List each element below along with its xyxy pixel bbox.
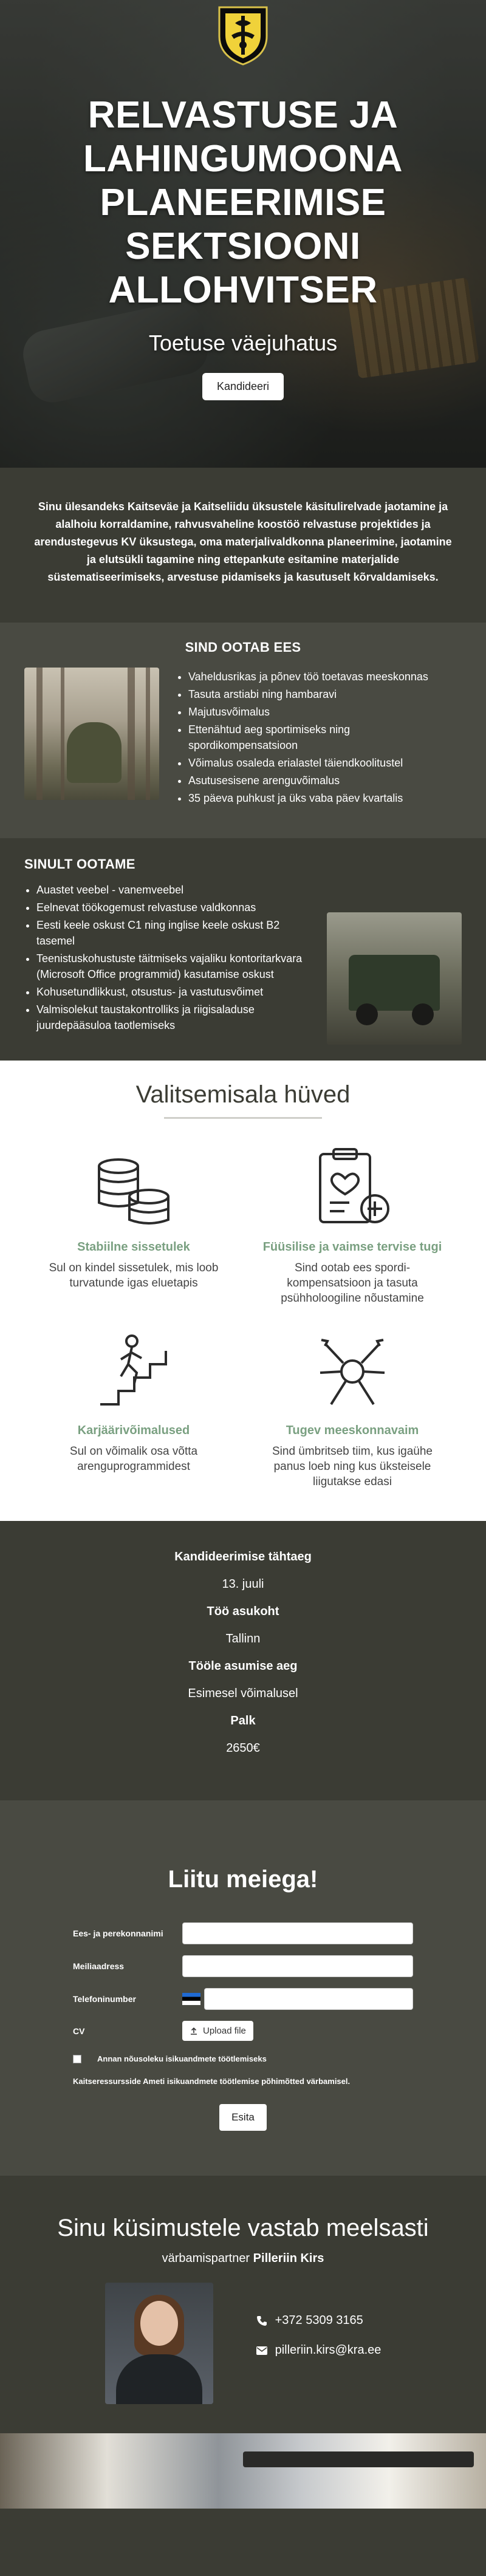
email-input[interactable] [182,1955,413,1977]
job-description: Sinu ülesandeks Kaitseväe ja Kaitseliidu üksustele käsitulirelvade jaotamine ja alalhoiu korraldamine, rahvusvaheline koostöö relvastuse projektides ja arendustegevus KV üksustega, oma materjalivaldkonna planeerimine, jaotamine ja elutsükli tagamine ning ettepankute esitamine materjalide süstematiseerimiseks, arvestuse pidamiseks ja kasutuselt kõrvaldamiseks. [34,501,452,583]
benefit-description: Sul on võimalik osa võtta arenguprogrammidest [69,1445,198,1473]
upload-file-button[interactable] [182,2021,253,2041]
consent-checkbox[interactable] [73,2055,81,2063]
list-item: • Eelnevat töökogemust relvastuse valdkonnas [36,900,312,915]
benefit-card [36,1142,231,1306]
list-item: • Teenistuskohustuste täitmiseks vajaliku kontoritarkvara (Microsoft Office programmid) kasutamise oskust [36,951,312,982]
envelope-icon [256,2346,268,2356]
list-item: • Kohusetundlikkust, otsustus- ja vastutusvõimet [36,984,312,1000]
list-item: • Tasuta arstiabi ning hambaravi [188,686,462,702]
recruiter-name: Pilleriin Kirs [253,2252,324,2265]
location-label: Töö asukoht [207,1605,279,1618]
country-flag-selector[interactable] [182,1993,200,2005]
recruiter-photo [105,2283,213,2404]
recruiter-role-label: värbamispartner [162,2252,250,2265]
name-label: Ees- ja perekonnanimi [73,1929,163,1938]
phone-contact[interactable] [256,2314,382,2328]
benefit-title: Stabiilne sissetulek [77,1240,190,1254]
benefit-title: Karjäärivõimalused [77,1424,190,1437]
benefit-title: Tugev meeskonnavaim [286,1424,419,1437]
offer-title: SIND OOTAB EES [185,640,301,655]
requirements-list [24,882,312,1045]
start-label: Tööle asumise aeg [188,1659,298,1673]
job-details-section [0,1521,486,1800]
list-item: • 35 päeva puhkust ja üks vaba päev kvartalis [188,790,462,806]
phone-label: Telefoninumber [73,1994,136,2004]
application-form [73,1922,413,2131]
privacy-policy-link[interactable]: Kaitseressursside Ameti isikuandmete töötlemise põhimõtted värbamisel. [73,2077,351,2086]
intro-section [0,468,486,623]
benefit-description: Sul on kindel sissetulek, mis loob turvatunde igas eluetapis [49,1262,219,1290]
salary-label: Palk [230,1714,256,1727]
requirements-title: SINULT OOTAME [24,856,135,872]
page-title: RELVASTUSE JA LAHINGUMOONA PLANEERIMISE SEKTSIOONI ALLOHVITSER [83,94,403,311]
phone-number: +372 5309 3165 [275,2314,363,2327]
submit-button[interactable]: Esita [219,2104,267,2131]
name-input[interactable] [182,1922,413,1944]
military-vehicle-photo [327,912,462,1045]
list-item: • Vaheldusrikas ja põnev töö toetavas meeskonnas [188,669,462,685]
list-item: • Ettenähtud aeg sportimiseks ning spordikompensatsioon [188,722,462,753]
contact-title: Sinu küsimustele vastab meelsasti [57,2215,429,2241]
salary-value: 2650€ [226,1741,260,1755]
unit-subtitle: Toetuse väejuhatus [148,330,338,355]
apply-button[interactable]: Kandideeri [202,373,284,400]
clipboard-health-icon [307,1142,398,1233]
start-value: Esimesel võimalusel [188,1687,298,1700]
upload-icon [190,2027,198,2035]
benefit-description: Sind ümbritseb tiim, kus igaühe panus loeb ning kus üksteisele liigutakse edasi [272,1445,433,1488]
benefit-card [255,1142,450,1306]
email-contact[interactable] [256,2343,382,2357]
list-item: • Majutusvõimalus [188,704,462,720]
email-label: Meiliaadress [73,1961,125,1971]
consent-label: Annan nõusoleku isikuandmete töötlemiseks [97,2054,267,2063]
benefit-description: Sind ootab ees spordi-kompensatsioon ja tasuta psühholoogiline nõustamine [281,1262,424,1305]
list-item: • Eesti keele oskust C1 ning inglise keele oskust B2 tasemel [36,917,312,949]
logo-bar [0,0,486,70]
coins-icon [88,1142,179,1233]
benefits-section [0,1061,486,1521]
emblem-logo-icon[interactable] [217,5,269,66]
stairs-climber-icon [88,1325,179,1416]
team-hands-icon [307,1325,398,1416]
phone-icon [256,2315,268,2327]
deadline-label: Kandideerimise tähtaeg [174,1550,312,1563]
requirements-section [0,838,486,1061]
location-value: Tallinn [225,1632,261,1645]
recruiter-role [0,2252,486,2266]
benefit-card [255,1325,450,1489]
benefit-card [36,1325,231,1489]
application-form-section [0,1800,486,2176]
hero-section [0,0,486,468]
offer-list [176,669,462,806]
cv-label: CV [73,2026,85,2036]
form-title: Liitu meiega! [168,1866,318,1893]
phone-input[interactable] [204,1988,413,2010]
divider [164,1117,322,1119]
list-item: • Võimalus osaleda erialastel täiendkoolitustel [188,755,462,771]
list-item: • Asutusesisene arenguvõimalus [188,773,462,788]
upload-label: Upload file [203,2026,246,2036]
footer-banner-photo [0,2433,486,2509]
soldier-forest-photo [24,668,159,800]
benefit-title: Füüsilise ja vaimse tervise tugi [262,1240,442,1254]
deadline-value: 13. juuli [222,1577,264,1591]
email-address: pilleriin.kirs@kra.ee [275,2343,382,2357]
list-item: • Auastet veebel - vanemveebel [36,882,312,898]
contact-section [0,2176,486,2433]
benefits-title: Valitsemisala hüved [135,1081,351,1108]
list-item: • Valmisolekut taustakontrolliks ja riigisaladuse juurdepääsuloa taotlemiseks [36,1002,312,1033]
offer-section [0,623,486,838]
